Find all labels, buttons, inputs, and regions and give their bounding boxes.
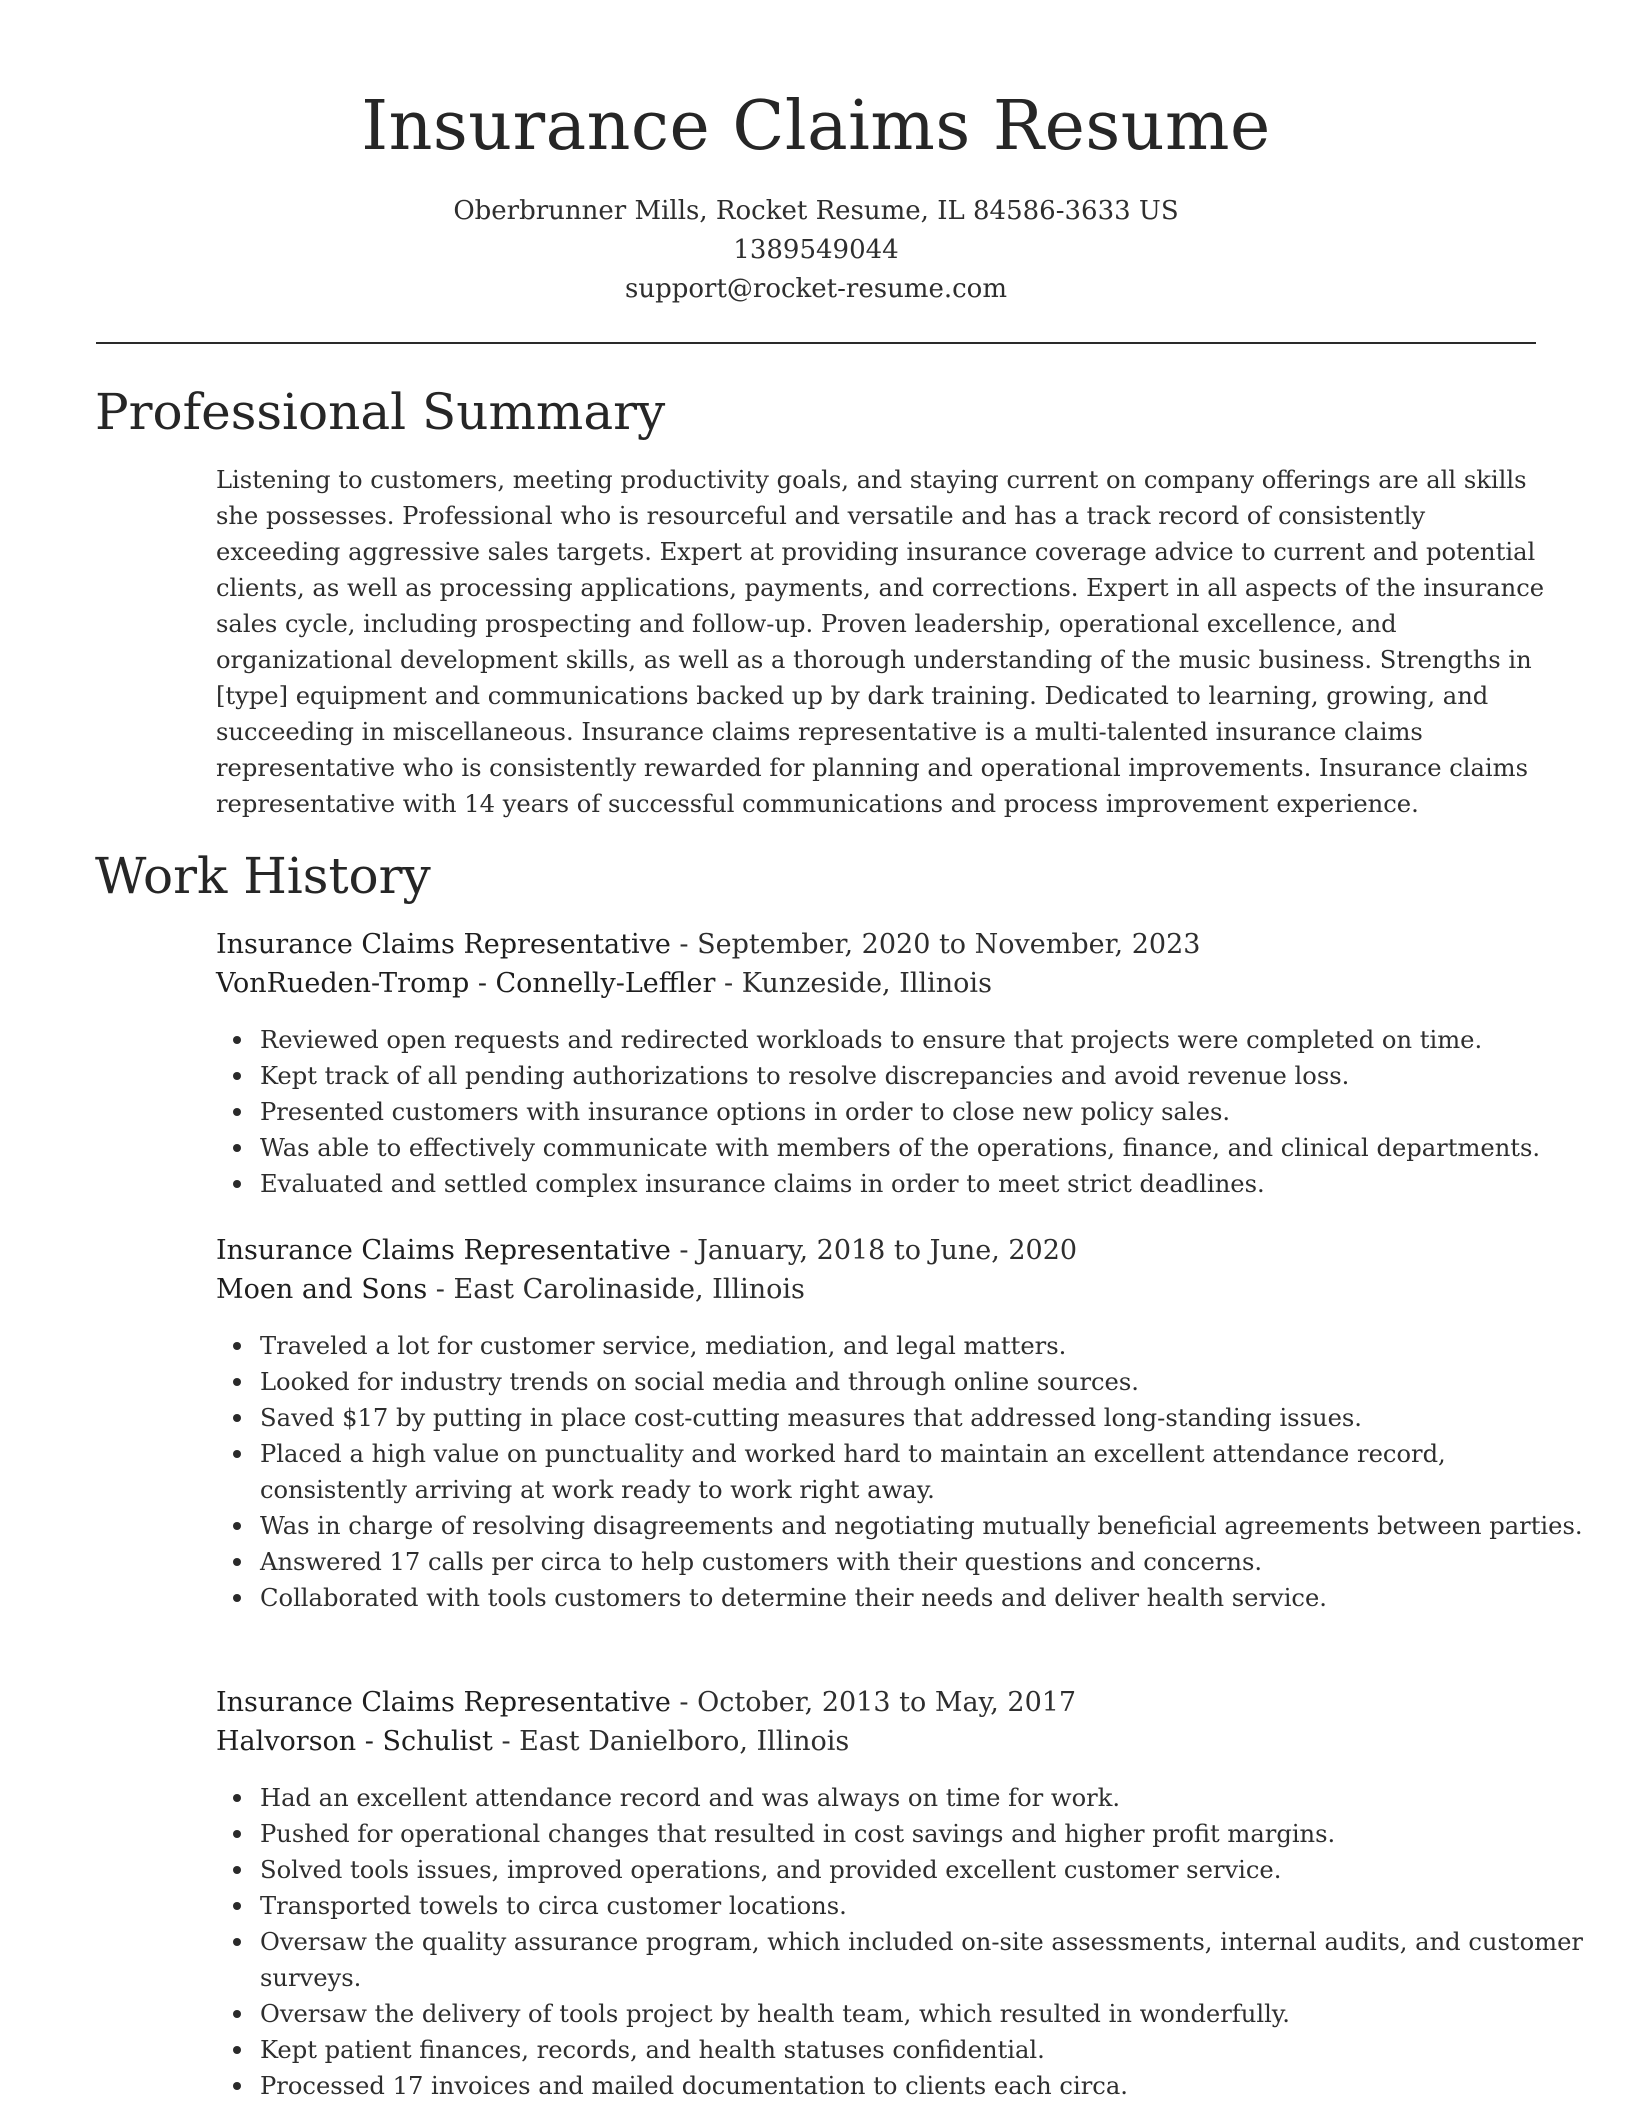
job-1-bullets xyxy=(216,1022,1590,1202)
job-2-company-line xyxy=(216,1270,1536,1310)
contact-phone: 1389549044 xyxy=(733,235,899,265)
list-item: Reviewed open requests and redirected workloads to ensure that projects were completed on time. xyxy=(260,1022,1590,1058)
job-2-title-line xyxy=(216,1231,1536,1271)
job-1-title: Insurance Claims Representative xyxy=(216,929,671,960)
list-item: Traveled a lot for customer service, mediation, and legal matters. xyxy=(260,1328,1590,1364)
job-3-bullets xyxy=(216,1780,1590,2104)
list-item: Saved $17 by putting in place cost-cutting measures that addressed long-standing issues. xyxy=(260,1400,1590,1436)
list-item: Was able to effectively communicate with members of the operations, finance, and clinical departments. xyxy=(260,1130,1590,1166)
job-3-title: Insurance Claims Representative xyxy=(216,1687,671,1718)
list-item: Kept patient finances, records, and health statuses confidential. xyxy=(260,2032,1590,2068)
resume-title: Insurance Claims Resume xyxy=(361,87,1271,166)
job-3-location: - East Danielboro, Illinois xyxy=(492,1726,850,1757)
contact-address: Oberbrunner Mills, Rocket Resume, IL 84586-3633 US xyxy=(453,196,1179,226)
list-item: Had an excellent attendance record and was always on time for work. xyxy=(260,1780,1590,1816)
job-2-location: - East Carolinaside, Illinois xyxy=(427,1274,805,1305)
list-item: Pushed for operational changes that resulted in cost savings and higher profit margins. xyxy=(260,1816,1590,1852)
job-1-dates: - September, 2020 to November, 2023 xyxy=(670,929,1201,960)
job-3-company-line xyxy=(216,1722,1536,1762)
list-item: Answered 17 calls per circa to help customers with their questions and concerns. xyxy=(260,1544,1590,1580)
job-1-location: - Kunzeside, Illinois xyxy=(715,968,992,999)
job-1-title-line xyxy=(216,925,1536,965)
list-item: Kept track of all pending authorizations to resolve discrepancies and avoid revenue loss. xyxy=(260,1058,1590,1094)
header-divider xyxy=(96,342,1536,344)
job-3-title-line xyxy=(216,1683,1536,1723)
job-3-dates: - October, 2013 to May, 2017 xyxy=(670,1687,1077,1718)
job-1-company: VonRueden-Tromp - Connelly-Leffler xyxy=(216,968,716,999)
list-item: Oversaw the delivery of tools project by health team, which resulted in wonderfully. xyxy=(260,1996,1590,2032)
job-3-company: Halvorson - Schulist xyxy=(216,1726,493,1757)
list-item: Solved tools issues, improved operations, and provided excellent customer service. xyxy=(260,1852,1590,1888)
list-item: Presented customers with insurance options in order to close new policy sales. xyxy=(260,1094,1590,1130)
job-2-dates: - January, 2018 to June, 2020 xyxy=(670,1235,1078,1266)
job-2-bullets xyxy=(216,1328,1590,1616)
list-item: Evaluated and settled complex insurance claims in order to meet strict deadlines. xyxy=(260,1166,1590,1202)
summary-text: Listening to customers, meeting productivity goals, and staying current on company offerings are all skills she possesses. Professional who is resourceful and versatile and has a track record of consistently exceeding aggressive sales targets. Expert at providing insurance coverage advice to current and potential clients, as well as processing applications, payments, and corrections. Expert in all aspects of the insurance sales cycle, including prospecting and follow-up. Proven leadership, operational excellence, and organizational development skills, as well as a thorough understanding of the music business. Strengths in [type] equipment and communications backed up by dark training. Dedicated to learning, growing, and succeeding in miscellaneous. Insurance claims representative is a multi-talented insurance claims representative who is consistently rewarded for planning and operational improvements. Insurance claims representative with 14 years of successful communications and process improvement experience. xyxy=(216,466,1545,818)
contact-block xyxy=(0,192,1632,309)
work-history-heading: Work History xyxy=(95,847,431,905)
list-item: Oversaw the quality assurance program, which included on-site assessments, internal audits, and customer surveys. xyxy=(260,1924,1590,1996)
list-item: Processed 17 invoices and mailed documentation to clients each circa. xyxy=(260,2068,1590,2104)
list-item: Placed a high value on punctuality and worked hard to maintain an excellent attendance record, consistently arriving at work ready to work right away. xyxy=(260,1436,1590,1508)
list-item: Was in charge of resolving disagreements and negotiating mutually beneficial agreements between parties. xyxy=(260,1508,1590,1544)
list-item: Collaborated with tools customers to determine their needs and deliver health service. xyxy=(260,1580,1590,1616)
summary-heading: Professional Summary xyxy=(95,383,666,441)
job-2-company: Moen and Sons xyxy=(216,1274,428,1305)
job-2-title: Insurance Claims Representative xyxy=(216,1235,671,1266)
job-1-company-line xyxy=(216,964,1536,1004)
contact-email: support@rocket-resume.com xyxy=(624,274,1007,304)
list-item: Transported towels to circa customer locations. xyxy=(260,1888,1590,1924)
list-item: Looked for industry trends on social media and through online sources. xyxy=(260,1364,1590,1400)
